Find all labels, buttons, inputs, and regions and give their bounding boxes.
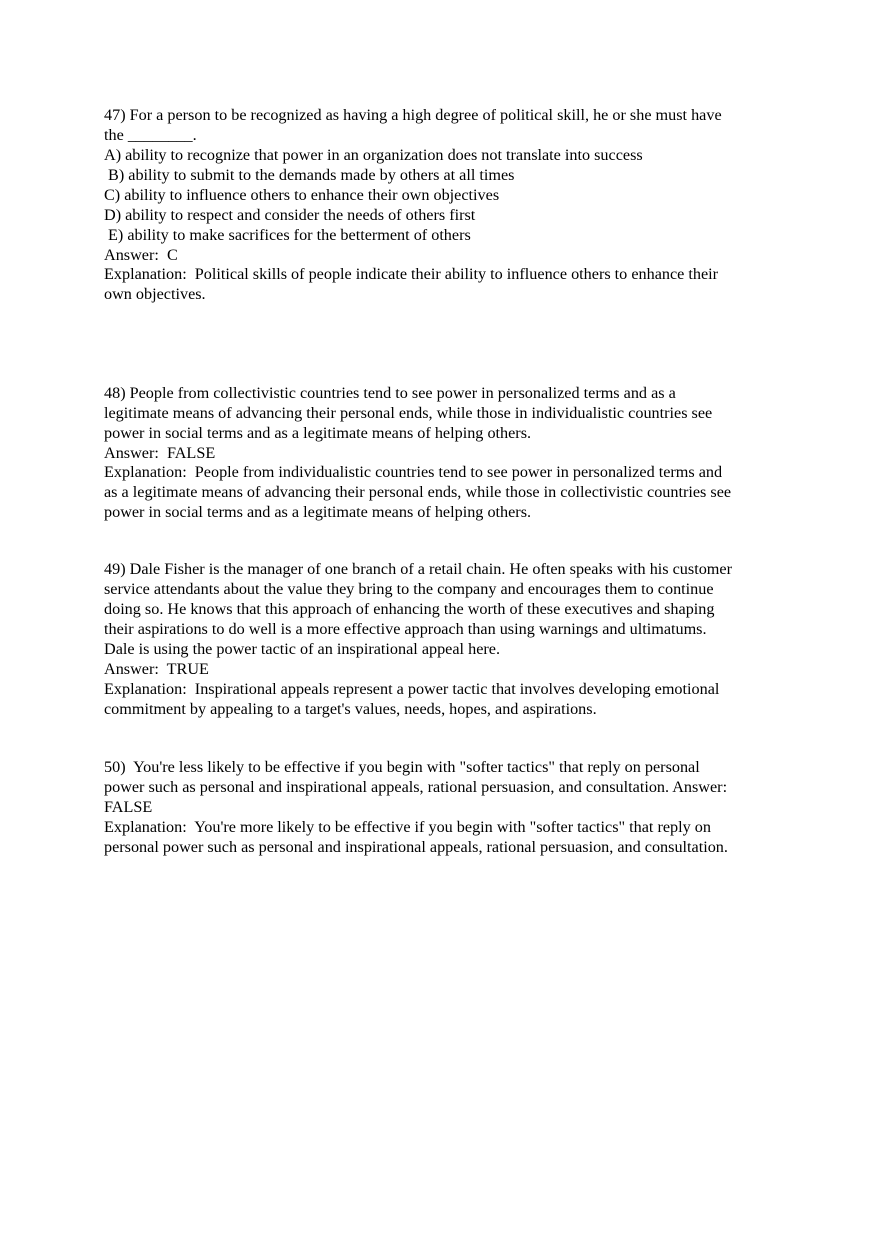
question-49-line: service attendants about the value they bring to the company and encourages them to continue bbox=[104, 580, 714, 598]
question-48-explanation: as a legitimate means of advancing their personal ends, while those in collectivistic countries see bbox=[104, 483, 732, 501]
question-47-option-d: D) ability to respect and consider the needs of others first bbox=[104, 206, 476, 224]
question-49-line: 49) Dale Fisher is the manager of one branch of a retail chain. He often speaks with his customer bbox=[104, 560, 732, 578]
question-48-line: legitimate means of advancing their personal ends, while those in individualistic countries see bbox=[104, 404, 713, 422]
question-50-line: power such as personal and inspirational appeals, rational persuasion, and consultation. Answer: bbox=[104, 778, 728, 796]
question-50-line: 50) You're less likely to be effective if you begin with "softer tactics" that reply on personal bbox=[104, 758, 700, 776]
question-47-option-c: C) ability to influence others to enhance their own objectives bbox=[104, 186, 500, 204]
question-48-line: power in social terms and as a legitimate means of helping others. bbox=[104, 424, 532, 442]
question-48-answer: Answer: FALSE bbox=[104, 444, 216, 462]
question-49-line: Dale is using the power tactic of an inspirational appeal here. bbox=[104, 640, 501, 658]
question-48-explanation: Explanation: People from individualistic countries tend to see power in personalized terms and bbox=[104, 463, 723, 481]
question-49-explanation: Explanation: Inspirational appeals represent a power tactic that involves developing emotional bbox=[104, 680, 720, 698]
question-47-option-b: B) ability to submit to the demands made by others at all times bbox=[104, 166, 515, 184]
question-50-answer: FALSE bbox=[104, 798, 153, 816]
question-49-answer: Answer: TRUE bbox=[104, 660, 209, 678]
question-48-explanation: power in social terms and as a legitimate means of helping others. bbox=[104, 503, 532, 521]
question-47-option-a: A) ability to recognize that power in an organization does not translate into success bbox=[104, 146, 643, 164]
question-49-explanation: commitment by appealing to a target's values, needs, hopes, and aspirations. bbox=[104, 700, 597, 718]
question-47-answer: Answer: C bbox=[104, 246, 178, 264]
question-47-explanation: Explanation: Political skills of people indicate their ability to influence others to enhance their bbox=[104, 265, 719, 283]
question-47-option-e: E) ability to make sacrifices for the betterment of others bbox=[104, 226, 471, 244]
question-50-explanation: personal power such as personal and inspirational appeals, rational persuasion, and consultation. bbox=[104, 838, 728, 856]
question-48-line: 48) People from collectivistic countries tend to see power in personalized terms and as a bbox=[104, 384, 676, 402]
question-49-line: doing so. He knows that this approach of enhancing the worth of these executives and shaping bbox=[104, 600, 715, 618]
question-50-explanation: Explanation: You're more likely to be effective if you begin with "softer tactics" that reply on bbox=[104, 818, 711, 836]
question-49-line: their aspirations to do well is a more effective approach than using warnings and ultimatums. bbox=[104, 620, 707, 638]
question-47-line: the ________. bbox=[104, 126, 197, 144]
question-47-line: 47) For a person to be recognized as having a high degree of political skill, he or she must have bbox=[104, 106, 722, 124]
question-47-explanation: own objectives. bbox=[104, 285, 206, 303]
